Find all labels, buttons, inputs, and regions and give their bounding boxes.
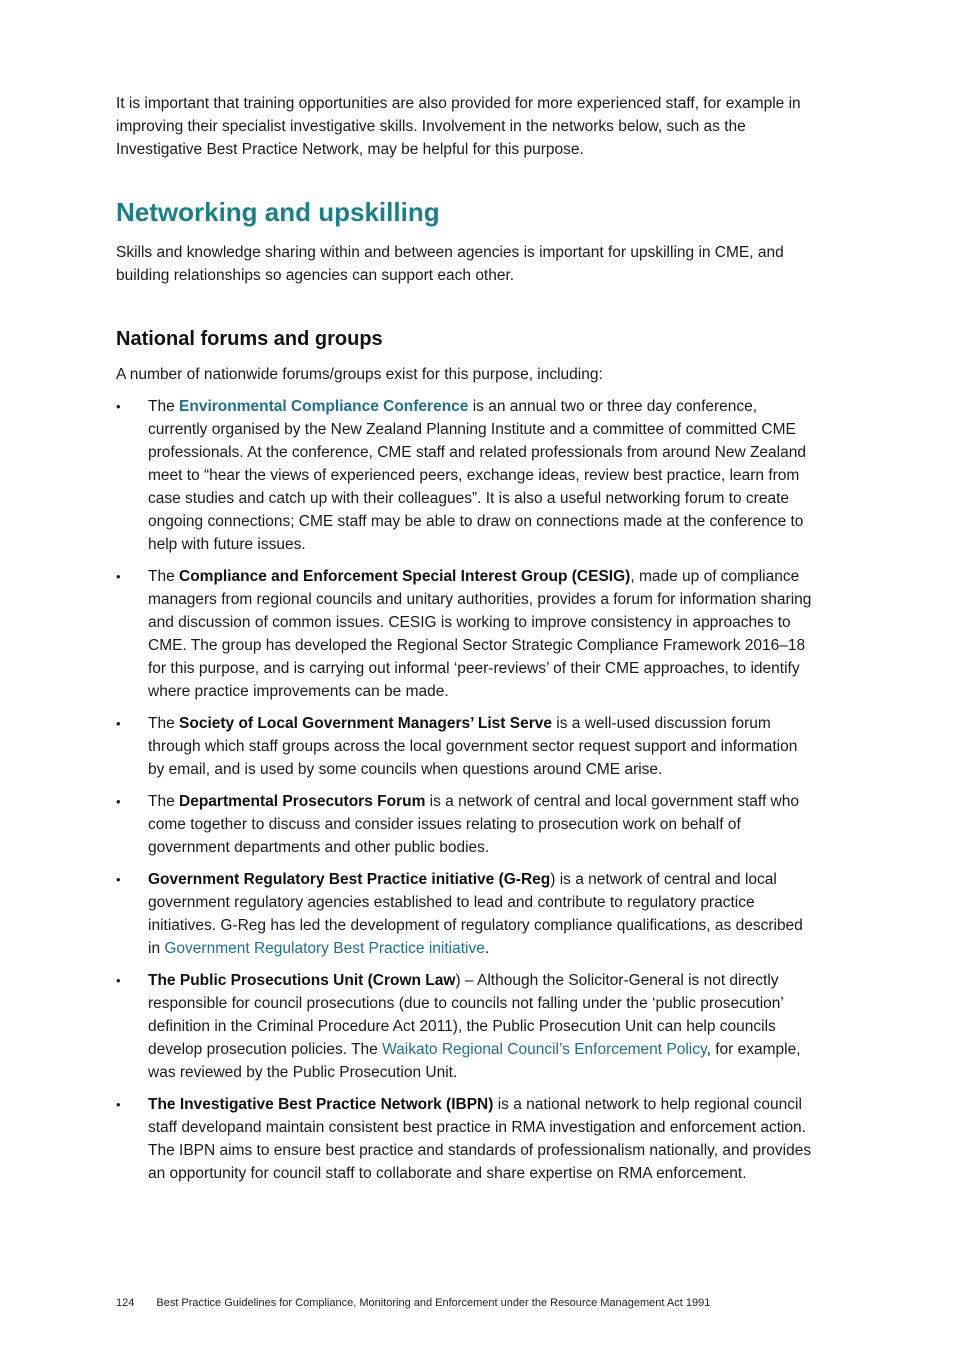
ecc-link[interactable]: Environmental Compliance Conference <box>179 398 469 415</box>
document-title: Best Practice Guidelines for Compliance, Monitoring and Enforcement under the Resource Management Act 1991 <box>156 1297 711 1309</box>
bullet: • <box>116 569 121 584</box>
intro-paragraph: It is important that training opportunities are also provided for more experienced staff, for example in improving their specialist investigative skills. Involvement in the networks below, such as the Investigative Best Practice Network, may be helpful for this purpose. <box>116 95 801 158</box>
list-item-crown-law: • The Public Prosecutions Unit (Crown Law) – Although the Solicitor-General is not directly responsible for council prosecutions (due to councils not falling under the ‘public prosecution’ definition in the Criminal Procedure Act 2011), the Public Prosecution Unit can help councils develop prosecution policies. The Waikato Regional Council’s Enforcement Policy, for example, was reviewed by the Public Prosecution Unit. <box>116 969 816 1084</box>
bullet: • <box>116 716 121 731</box>
waikato-policy-link[interactable]: Waikato Regional Council’s Enforcement Policy <box>382 1041 707 1058</box>
bullet: • <box>116 794 121 809</box>
solgm-name: Society of Local Government Managers’ List Serve <box>179 715 552 732</box>
dpf-name: Departmental Prosecutors Forum <box>179 793 426 810</box>
list-item-cesig: • The Compliance and Enforcement Special Interest Group (CESIG), made up of compliance managers from regional councils and unitary authorities, provides a forum for information sharing and discussion of common issues. CESIG is working to improve consistency in approaches to CME. The group has developed the Regional Sector Strategic Compliance Framework 2016–18 for this purpose, and is carrying out informal ‘peer-reviews’ of their CME approaches, to identify where practice improvements can be made. <box>116 565 816 703</box>
page-body <box>116 92 816 1194</box>
bullet: • <box>116 1097 121 1112</box>
greg-name: Government Regulatory Best Practice initiative (G-Reg <box>148 871 551 888</box>
ibpn-name: The Investigative Best Practice Network (IBPN) <box>148 1096 494 1113</box>
list-intro: A number of nationwide forums/groups exist for this purpose, including: <box>116 366 603 383</box>
list-item-dpf: • The Departmental Prosecutors Forum is a network of central and local government staff who come together to discuss and consider issues relating to prosecution work on behalf of government departments and other public bodies. <box>116 790 816 859</box>
list-item-ecc: • The Environmental Compliance Conference is an annual two or three day conference, currently organised by the New Zealand Planning Institute and a committee of committed CME professionals. At the conference, CME staff and related professionals from around New Zealand meet to “hear the views of experienced peers, exchange ideas, review best practice, learn from case studies and catch up with their colleagues”. It is also a useful networking forum to create ongoing connections; CME staff may be able to draw on connections made at the conference to help with future issues. <box>116 395 816 556</box>
section-heading: Networking and upskilling <box>116 197 440 227</box>
lead-paragraph: Skills and knowledge sharing within and between agencies is important for upskilling in CME, and building relationships so agencies can support each other. <box>116 244 784 284</box>
list-item-solgm: • The Society of Local Government Managers’ List Serve is a well-used discussion forum through which staff groups across the local government sector request support and information by email, and is used by some councils when questions around CME arise. <box>116 712 816 781</box>
bullet: • <box>116 399 121 414</box>
list-item-ibpn: • The Investigative Best Practice Network (IBPN) is a national network to help regional council staff developand maintain consistent best practice in RMA investigation and enforcement action. The IBPN aims to ensure best practice and standards of professionalism nationally, and provides an opportunity for council staff to collaborate and share expertise on RMA enforcement. <box>116 1093 816 1185</box>
subsection-heading: National forums and groups <box>116 328 383 350</box>
cesig-name: Compliance and Enforcement Special Interest Group (CESIG) <box>179 568 631 585</box>
page-footer <box>116 1297 710 1309</box>
crown-law-name: The Public Prosecutions Unit (Crown Law <box>148 972 456 989</box>
forums-list <box>116 395 816 1185</box>
list-item-greg: • Government Regulatory Best Practice initiative (G-Reg) is a network of central and local government regulatory agencies established to lead and contribute to regulatory practice initiatives. G-Reg has led the development of regulatory compliance qualifications, as described in Government Regulatory Best Practice initiative. <box>116 868 816 960</box>
page-number: 124 <box>116 1297 135 1309</box>
bullet: • <box>116 872 121 887</box>
greg-link[interactable]: Government Regulatory Best Practice initiative <box>164 940 485 957</box>
bullet: • <box>116 973 121 988</box>
